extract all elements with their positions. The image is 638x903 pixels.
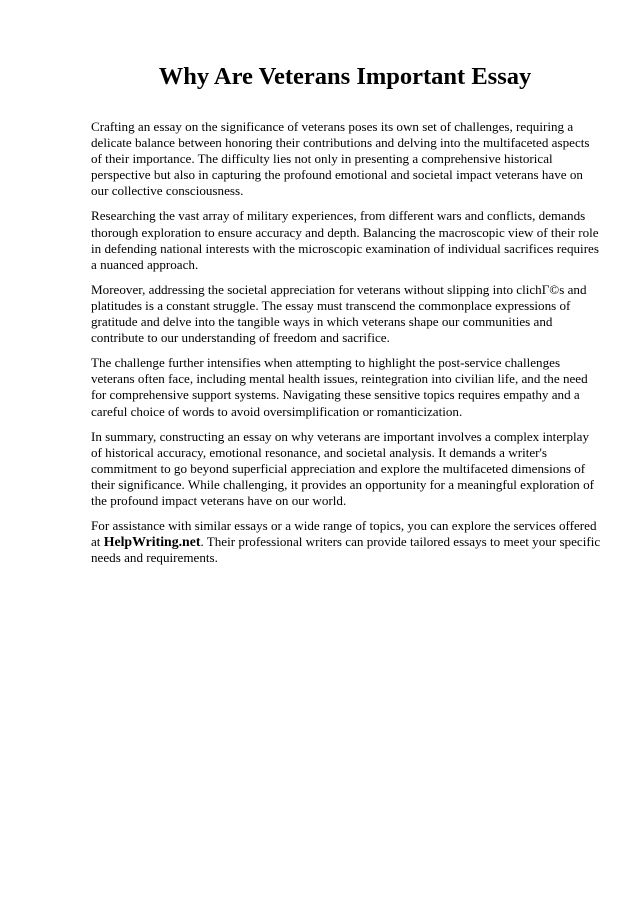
closing-suffix: . Their professional writers can provide tailored essays to meet your specific [200, 534, 601, 550]
text-line: delicate balance between honoring their contributions and delving into the multifaceted aspects [91, 135, 590, 151]
paragraph-closing [91, 518, 606, 566]
paragraph-research [91, 208, 606, 272]
text-line: In summary, constructing an essay on why veterans are important involves a complex interplay [91, 428, 590, 444]
text-line: their significance. While challenging, it provides an opportunity for a meaningful exploration of [91, 476, 594, 492]
text-line: Crafting an essay on the significance of veterans poses its own set of challenges, requiring a [91, 119, 574, 134]
text-line: veterans often face, including mental health issues, reintegration into civilian life, and the need [91, 371, 588, 387]
text-line: contribute to our understanding of freedom and sacrifice. [91, 330, 390, 346]
text-line: of their importance. The difficulty lies not only in presenting a comprehensive historical [91, 151, 553, 167]
text-line: commitment to go beyond superficial appreciation and explore the multifaceted dimensions of [91, 460, 586, 476]
text-line: for comprehensive support systems. Navigating these sensitive topics requires empathy and a [91, 387, 580, 403]
helpwriting-link[interactable]: HelpWriting.net [103, 534, 201, 550]
text-line-with-link [91, 534, 606, 550]
text-line: The challenge further intensifies when attempting to highlight the post-service challenges [91, 355, 561, 371]
text-line: For assistance with similar essays or a wide range of topics, you can explore the services offered [91, 518, 597, 534]
document-body [91, 119, 606, 575]
text-line: Moreover, addressing the societal appreciation for veterans without slipping into clichΓ©s and [91, 281, 587, 297]
text-line: platitudes is a constant struggle. The essay must transcend the commonplace expressions of [91, 297, 571, 313]
closing-prefix: at [91, 534, 104, 550]
text-line: Researching the vast array of military experiences, from different wars and conflicts, demands [91, 208, 586, 224]
text-line: needs and requirements. [91, 550, 218, 566]
paragraph-challenges [91, 355, 606, 419]
text-line: careful choice of words to avoid oversimplification or romanticization. [91, 403, 463, 419]
paragraph-summary [91, 429, 606, 509]
paragraph-appreciation [91, 282, 606, 346]
document-title: Why Are Veterans Important Essay [158, 63, 532, 90]
paragraph-intro [91, 119, 606, 199]
text-line: gratitude and delve into the tangible ways in which veterans shape our communities and [91, 314, 553, 330]
text-line: in defending national interests with the microscopic examination of individual sacrifices requires [91, 240, 599, 256]
text-line: of historical accuracy, emotional resonance, and societal analysis. It demands a writer's [91, 444, 547, 460]
text-line: the profound impact veterans have on our world. [91, 492, 347, 508]
text-line: our collective consciousness. [91, 183, 244, 199]
text-line: thorough exploration to ensure accuracy and depth. Balancing the macroscopic view of their role [91, 224, 599, 240]
text-line: perspective but also in capturing the profound emotional and societal impact veterans have on [91, 167, 583, 183]
text-line: a nuanced approach. [91, 256, 199, 272]
